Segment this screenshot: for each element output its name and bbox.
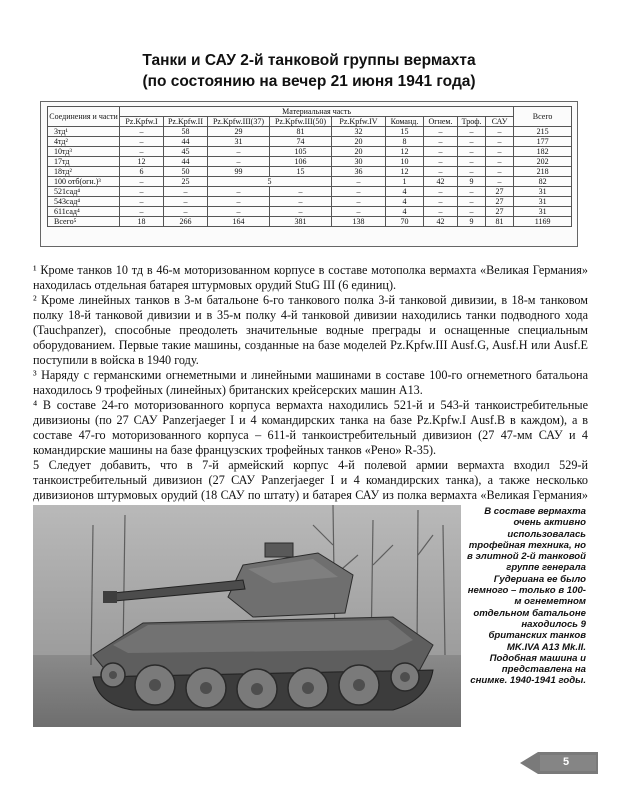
- table-cell: 4: [386, 187, 424, 197]
- table-cell: –: [164, 187, 208, 197]
- table-cell: –: [164, 207, 208, 217]
- table-cell: 12: [386, 167, 424, 177]
- table-cell: 381: [270, 217, 332, 227]
- table-cell: –: [120, 127, 164, 137]
- table-cell: 15: [386, 127, 424, 137]
- materiel-column-header: Материальная часть: [120, 107, 514, 117]
- table-cell: 27: [486, 197, 514, 207]
- footnote: ¹ Кроме танков 10 тд в 46-м моторизованном корпусе в составе мотополка вермахта «Великая Германия» находилась отдельная батарея штурмовых орудий StuG III (6 единиц).: [33, 263, 588, 292]
- table-row: [48, 167, 572, 177]
- column-header: Pz.Kpfw.I: [120, 117, 164, 127]
- unit-cell: 10тд³: [48, 147, 120, 157]
- table-cell: –: [424, 147, 458, 157]
- table-row: [48, 187, 572, 197]
- footnote: ² Кроме линейных танков в 3-м батальоне 6-го танкового полка 3-й танковой дивизии, в 18-м танковом полку 18-й танковой дивизии и в 35-м полку 4-й танковой дивизии находились танки подводного хода (Tauchpanzer), способные преодолеть значительные водные преграды и оснащенные специальным оборудованием. Первые такие машины, созданные на базе моделей Pz.Kpfw.III Ausf.G, Ausf.H или Ausf.E поступили в войска в 1940 году.: [33, 293, 588, 367]
- table-cell: –: [424, 187, 458, 197]
- table-cell: –: [424, 157, 458, 167]
- table-cell: –: [424, 167, 458, 177]
- column-header: Команд.: [386, 117, 424, 127]
- total-cell: 182: [514, 147, 572, 157]
- table-cell: 9: [458, 177, 486, 187]
- unit-column-header: Соединения и части: [48, 107, 120, 127]
- table-row: [48, 207, 572, 217]
- table-cell: 266: [164, 217, 208, 227]
- table-cell: 81: [270, 127, 332, 137]
- total-cell: 218: [514, 167, 572, 177]
- table-cell: –: [486, 177, 514, 187]
- column-header: САУ: [486, 117, 514, 127]
- table-row: [48, 147, 572, 157]
- unit-cell: 521сад⁴: [48, 187, 120, 197]
- table-cell: 44: [164, 157, 208, 167]
- table-cell: –: [458, 147, 486, 157]
- table-cell: –: [120, 137, 164, 147]
- table-cell: 81: [486, 217, 514, 227]
- table-cell: 20: [332, 137, 386, 147]
- table-cell: 42: [424, 177, 458, 187]
- table-cell: 31: [208, 137, 270, 147]
- table-cell: 99: [208, 167, 270, 177]
- title-line-2: (по состоянию на вечер 21 июня 1941 года): [142, 73, 476, 90]
- unit-cell: 611сад⁴: [48, 207, 120, 217]
- column-header: Троф.: [458, 117, 486, 127]
- table-cell: 30: [332, 157, 386, 167]
- total-cell: 31: [514, 207, 572, 217]
- table-cell: 1: [386, 177, 424, 187]
- table-cell: –: [458, 127, 486, 137]
- table-row: [48, 157, 572, 167]
- table-cell: 42: [424, 217, 458, 227]
- table-row: [48, 127, 572, 137]
- tank-photo-drawing: [33, 505, 461, 727]
- table-cell: –: [120, 177, 164, 187]
- table-cell: 32: [332, 127, 386, 137]
- photo-caption: В составе вермахта очень активно использовалась трофейная техника, но в элитной 2-й танковой группе генерала Гудериана ее было немного – только в 100-м огнеметном отдельном батальоне находилось 9 британских танков MK.IVA A13 Mk.II. Подобная машина и представлена на снимке. 1940-1941 годы.: [466, 506, 586, 687]
- unit-cell: 543сад⁴: [48, 197, 120, 207]
- table-cell: –: [208, 207, 270, 217]
- table-row: [48, 137, 572, 147]
- total-cell: 31: [514, 187, 572, 197]
- table-cell: 58: [164, 127, 208, 137]
- tank-photo: [33, 505, 461, 727]
- forces-table-panel: [40, 101, 578, 247]
- table-cell: –: [486, 167, 514, 177]
- footnote: 5 Следует добавить, что в 7-й армейский корпус 4-й полевой армии вермахта входил 529-й танкоистребительный дивизион (27 САУ Panzerjaeger I и 4 командирских танка), а также несколько дивизионов штурмовых орудий (18 САУ по штату) и батарея САУ из полка вермахта «Великая Германия»: [33, 458, 588, 502]
- table-cell: –: [424, 137, 458, 147]
- unit-cell: 17тд: [48, 157, 120, 167]
- table-cell: 25: [164, 177, 208, 187]
- unit-cell: 3тд¹: [48, 127, 120, 137]
- table-cell: 27: [486, 207, 514, 217]
- table-row: [48, 197, 572, 207]
- merged-cell: 5: [208, 177, 332, 187]
- total-column-header: Всего: [514, 107, 572, 127]
- table-cell: 29: [208, 127, 270, 137]
- table-cell: –: [120, 197, 164, 207]
- table-cell: –: [458, 137, 486, 147]
- table-row: [48, 177, 572, 187]
- total-cell: 202: [514, 157, 572, 167]
- page-title: [0, 50, 618, 92]
- table-cell: 105: [270, 147, 332, 157]
- table-cell: –: [486, 137, 514, 147]
- table-cell: 36: [332, 167, 386, 177]
- table-cell: –: [270, 207, 332, 217]
- title-line-1: Танки и САУ 2-й танковой группы вермахта: [142, 52, 476, 69]
- column-header: Pz.Kpfw.III(37): [208, 117, 270, 127]
- table-cell: –: [208, 187, 270, 197]
- table-cell: 12: [386, 147, 424, 157]
- column-header: Огнем.: [424, 117, 458, 127]
- column-header: Pz.Kpfw.III(50): [270, 117, 332, 127]
- table-cell: –: [486, 147, 514, 157]
- table-cell: 9: [458, 217, 486, 227]
- unit-cell: 4тд²: [48, 137, 120, 147]
- table-cell: –: [424, 197, 458, 207]
- table-cell: 8: [386, 137, 424, 147]
- table-cell: –: [120, 147, 164, 157]
- table-cell: –: [332, 197, 386, 207]
- table-cell: –: [120, 187, 164, 197]
- table-cell: 4: [386, 207, 424, 217]
- total-cell: 31: [514, 197, 572, 207]
- table-cell: 70: [386, 217, 424, 227]
- table-cell: –: [458, 157, 486, 167]
- table-cell: –: [208, 197, 270, 207]
- table-cell: –: [486, 157, 514, 167]
- table-cell: 138: [332, 217, 386, 227]
- footnote: ⁴ В составе 24-го моторизованного корпуса вермахта находились 521-й и 543-й танкоистребительные дивизионы (по 27 САУ Panzerjaeger I и 4 командирских танка на базе Pz.Kpfw.I Ausf.B в каждом), а в составе 47-го моторизованного корпуса – 611-й танкоистребительный дивизион (27 47-мм САУ и 4 командирские машины на базе французских трофейных танков «Рено» R-35).: [33, 398, 588, 457]
- column-header: Pz.Kpfw.II: [164, 117, 208, 127]
- table-cell: –: [164, 197, 208, 207]
- footnote: ³ Наряду с германскими огнеметными и линейными машинами в составе 100-го огнеметного батальона находилось 9 трофейных (линейных) британских крейсерских машин А13.: [33, 368, 588, 397]
- table-cell: 15: [270, 167, 332, 177]
- table-cell: 106: [270, 157, 332, 167]
- forces-table: [47, 106, 572, 227]
- table-cell: 10: [386, 157, 424, 167]
- table-cell: –: [458, 187, 486, 197]
- column-header: Pz.Kpfw.IV: [332, 117, 386, 127]
- total-cell: 215: [514, 127, 572, 137]
- table-body: [48, 127, 572, 227]
- table-cell: –: [424, 207, 458, 217]
- table-cell: –: [270, 187, 332, 197]
- total-cell: 177: [514, 137, 572, 147]
- table-cell: –: [208, 157, 270, 167]
- table-cell: –: [120, 207, 164, 217]
- table-cell: –: [424, 127, 458, 137]
- table-cell: 20: [332, 147, 386, 157]
- total-cell: 1169: [514, 217, 572, 227]
- table-cell: 18: [120, 217, 164, 227]
- table-cell: 164: [208, 217, 270, 227]
- table-total-row: [48, 217, 572, 227]
- table-cell: –: [486, 127, 514, 137]
- unit-cell: 100 отб(огн.)³: [48, 177, 120, 187]
- table-cell: –: [332, 177, 386, 187]
- table-cell: –: [332, 207, 386, 217]
- unit-cell: Всего⁵: [48, 217, 120, 227]
- footnotes: [33, 263, 588, 518]
- table-cell: –: [208, 147, 270, 157]
- page-number: 5: [562, 756, 570, 768]
- table-cell: 74: [270, 137, 332, 147]
- table-cell: 4: [386, 197, 424, 207]
- table-cell: 6: [120, 167, 164, 177]
- table-cell: –: [332, 187, 386, 197]
- unit-cell: 18тд²: [48, 167, 120, 177]
- table-cell: –: [458, 207, 486, 217]
- table-cell: 50: [164, 167, 208, 177]
- table-cell: –: [458, 197, 486, 207]
- table-cell: 12: [120, 157, 164, 167]
- total-cell: 82: [514, 177, 572, 187]
- table-cell: –: [270, 197, 332, 207]
- table-cell: 44: [164, 137, 208, 147]
- table-cell: 27: [486, 187, 514, 197]
- table-cell: –: [458, 167, 486, 177]
- table-cell: 45: [164, 147, 208, 157]
